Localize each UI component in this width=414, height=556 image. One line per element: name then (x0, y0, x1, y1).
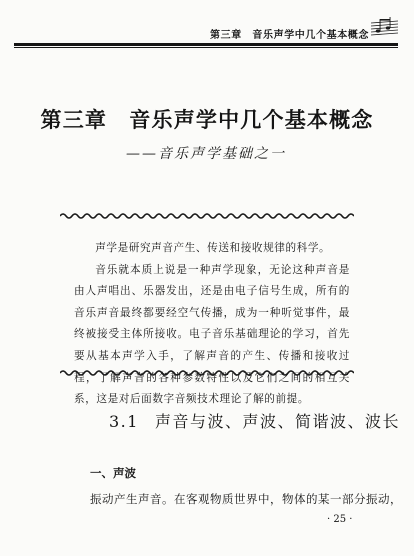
section-title: 声音与波、声波、简谐波、波长 (154, 412, 400, 431)
music-staff-icon (370, 14, 400, 40)
page-number: · 25 · (327, 514, 353, 525)
wave-divider-bottom (60, 369, 354, 377)
chapter-introduction (74, 238, 350, 411)
header-rule-thin (14, 47, 398, 48)
header-rule (14, 43, 398, 46)
intro-paragraph-2: 音乐就本质上说是一种声学现象，无论这种声音是由人声唱出、乐器发出，还是由电子信号生成，所有的音乐声音最终都要经空气传播，成为一种听觉事件，最终被接受主体所接收。电子音乐基础理论的学习，首先要从基本声学入手，了解声音的产生、传播和接收过程，了解声音的各种参数特性以及它们之间的相互关系，这是对后面数字音频技术理论了解的前提。 (74, 263, 350, 406)
running-title: 第三章 音乐声学中几个基本概念 (210, 30, 369, 41)
section-heading (109, 409, 400, 432)
wave-divider-top (60, 212, 354, 220)
subsection-heading: 一、声波 (90, 466, 136, 480)
intro-paragraph-1: 声学是研究声音产生、传送和接收规律的科学。 (95, 242, 331, 254)
section-number: 3.1 (109, 412, 139, 431)
body-text: 振动产生声音。在客观物质世界中，物体的某一部分振动， (90, 492, 402, 506)
running-header (14, 10, 398, 48)
chapter-title: 第三章 音乐声学中几个基本概念 (40, 107, 374, 132)
chapter-subtitle: ——音乐声学基础之一 (126, 146, 286, 162)
